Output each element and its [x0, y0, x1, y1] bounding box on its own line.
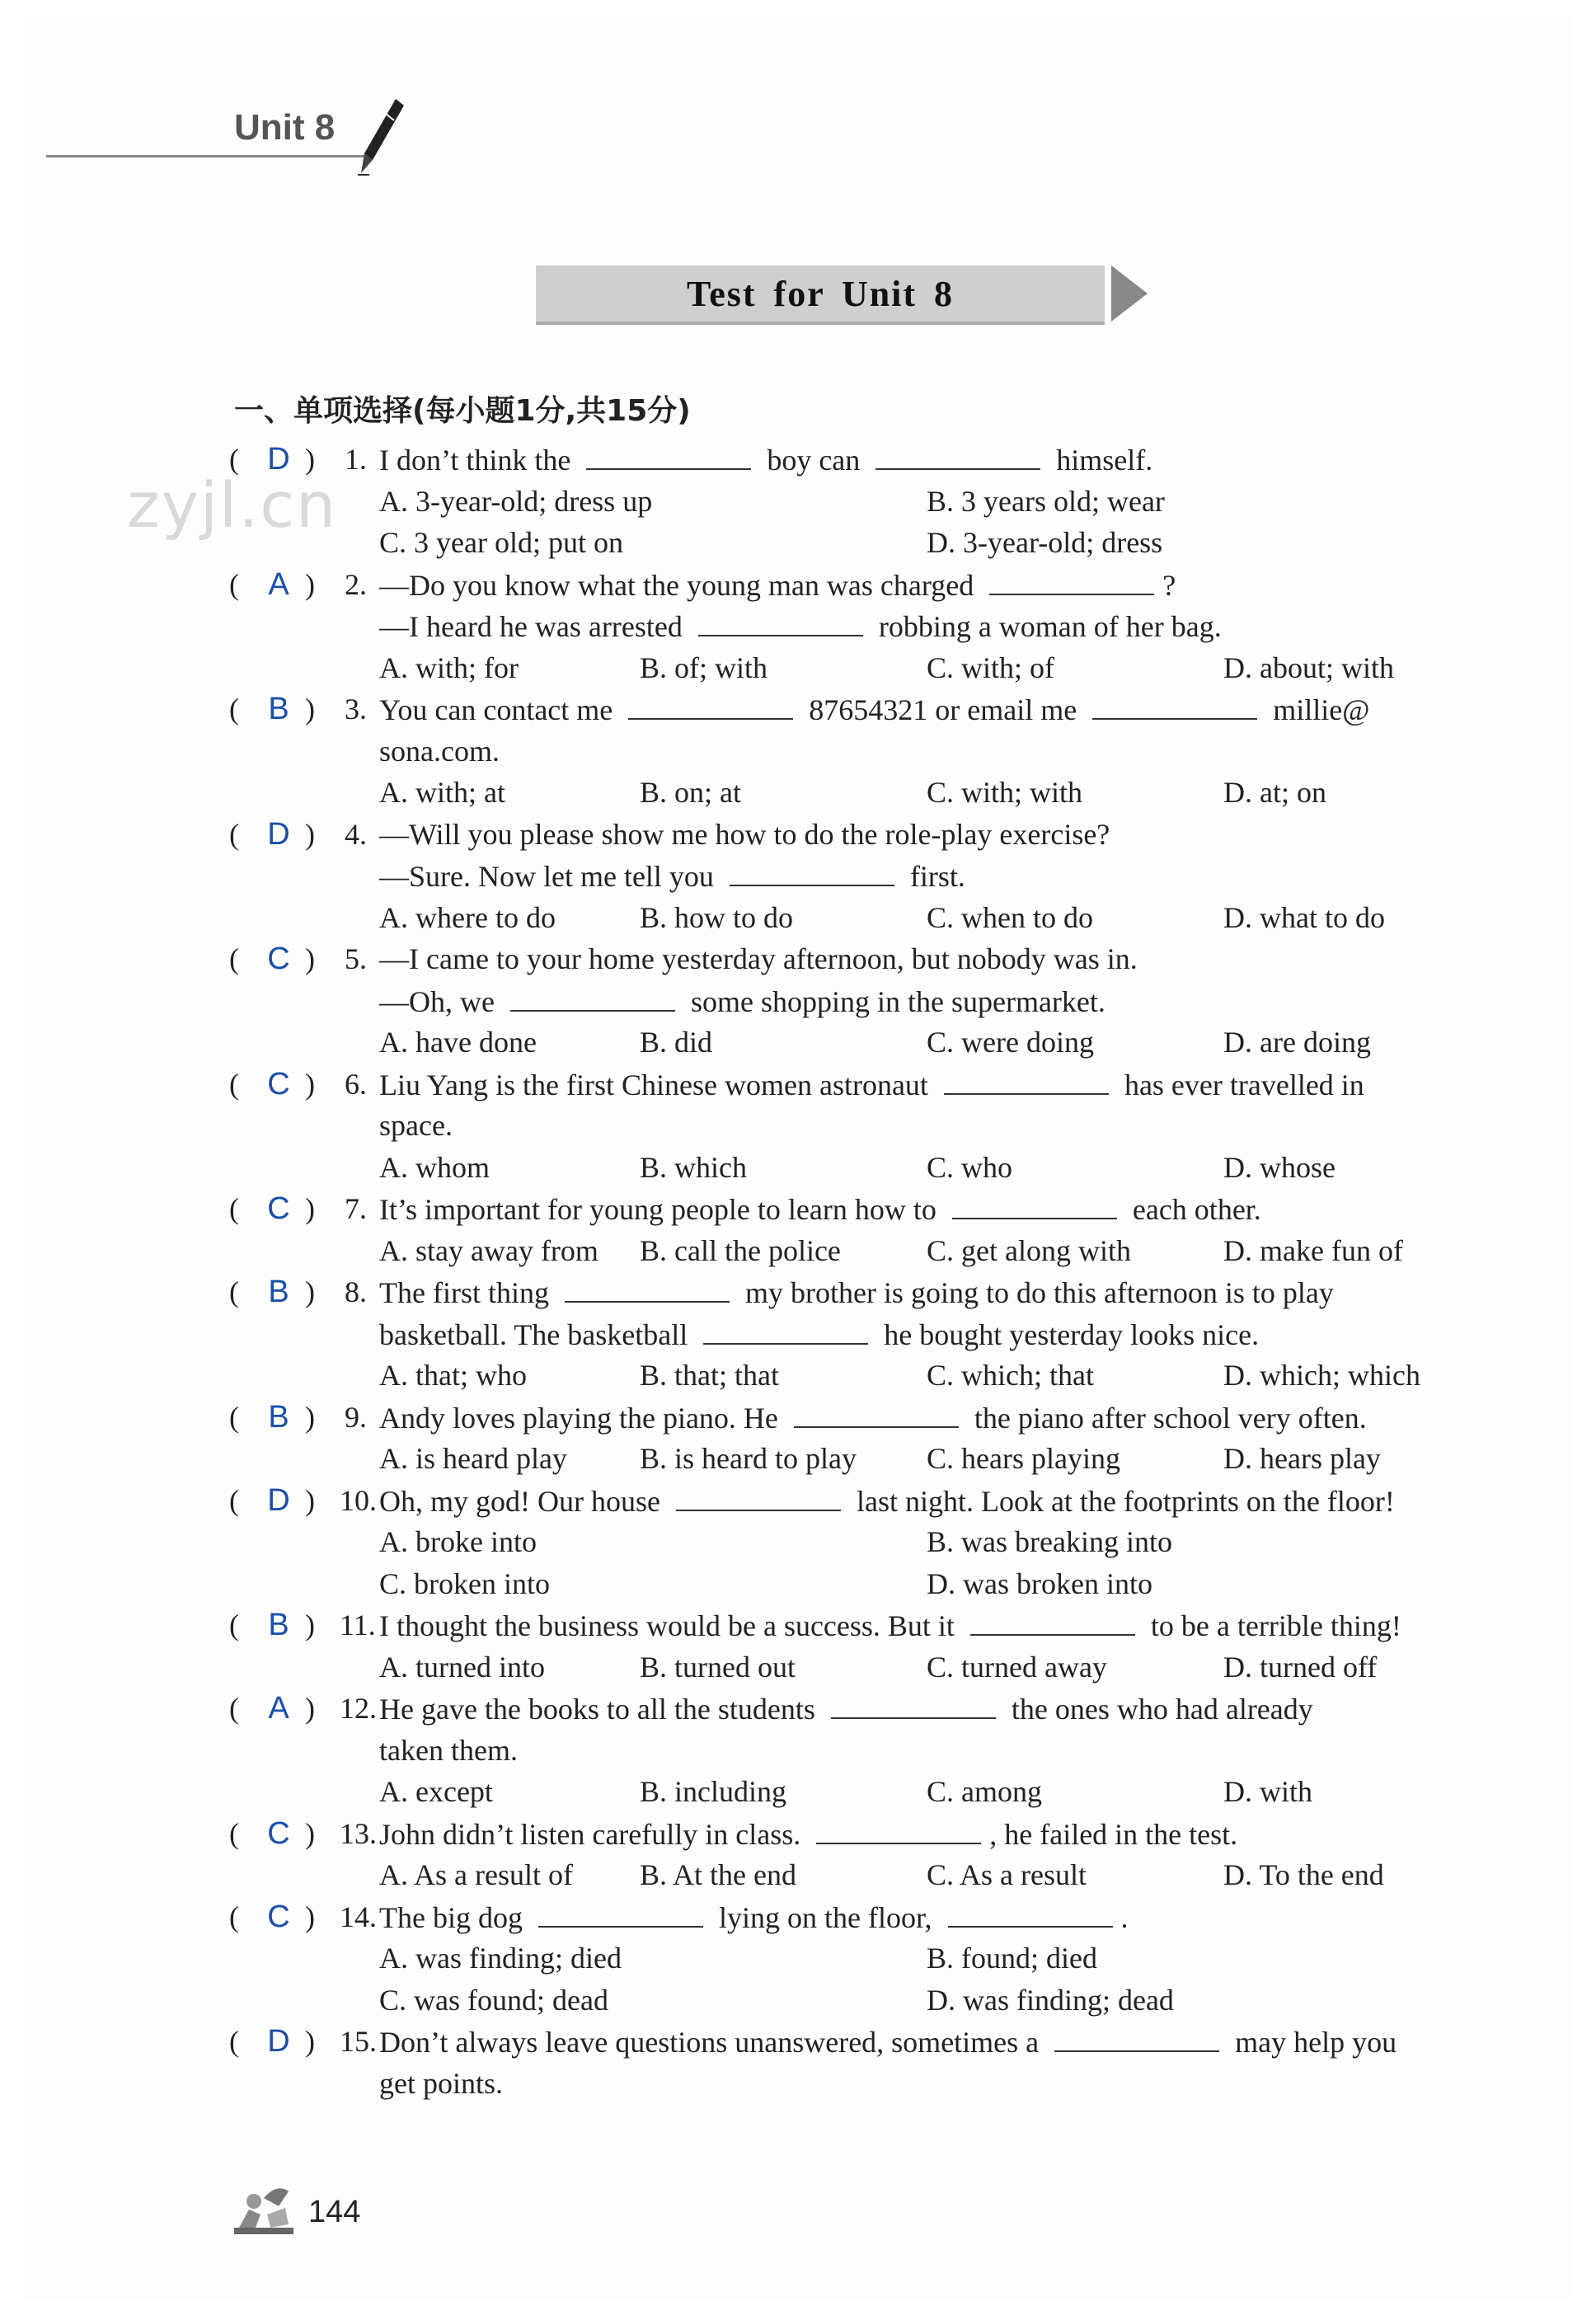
option-a[interactable]: A. where to do: [379, 900, 556, 934]
option-d[interactable]: D. at; on: [1223, 776, 1326, 809]
question-number: 8.: [345, 1275, 367, 1308]
bracket-open: (: [229, 1192, 239, 1225]
option-row: [229, 1147, 1466, 1189]
bracket-close: ): [305, 693, 315, 726]
answer-blank[interactable]: [676, 1480, 841, 1511]
option-b[interactable]: B. including: [640, 1775, 786, 1808]
question-text: basketball. The basketball he bought yesterday looks nice.: [379, 1313, 1259, 1356]
bracket-open: (: [229, 1067, 239, 1101]
bracket-open: (: [229, 1816, 239, 1850]
question-stem-line: [229, 1688, 1466, 1730]
option-d[interactable]: D. whose: [1223, 1150, 1335, 1184]
question-item: [229, 1271, 1466, 1397]
question-text: He gave the books to all the students the ones who had already: [379, 1688, 1313, 1731]
option-row: [229, 1980, 1466, 2022]
question-stem-line: [229, 605, 1466, 647]
answer-letter: D: [267, 1482, 290, 1518]
question-stem-line: [229, 938, 1466, 980]
option-b[interactable]: B. how to do: [640, 900, 794, 934]
question-stem-line: [229, 688, 1466, 730]
answer-letter: D: [267, 442, 290, 477]
question-item: [229, 439, 1466, 564]
option-row: [229, 1646, 1466, 1688]
answer-letter: C: [267, 1899, 290, 1934]
section-heading: 一、单项选择(每小题1分,共15分): [234, 394, 691, 428]
option-a[interactable]: A. stay away from: [379, 1233, 598, 1267]
bracket-close: ): [305, 2025, 315, 2058]
option-a[interactable]: A. with; at: [379, 776, 505, 809]
bracket-close: ): [305, 443, 315, 476]
question-item: [229, 564, 1466, 689]
answer-letter: B: [268, 1608, 289, 1642]
option-row: [229, 1854, 1466, 1896]
bracket-open: (: [229, 1692, 239, 1725]
answer-blank[interactable]: [565, 1271, 730, 1303]
workbook-page: [23, 16, 1571, 2300]
answer-blank[interactable]: [730, 855, 894, 886]
answer-blank[interactable]: [510, 980, 675, 1012]
answer-letter: A: [268, 566, 289, 602]
answer-blank[interactable]: [586, 439, 751, 470]
option-b[interactable]: B. 3 years old; wear: [927, 484, 1165, 518]
bracket-close: ): [305, 1483, 315, 1517]
option-d[interactable]: D. are doing: [1223, 1026, 1371, 1059]
question-number: 11.: [340, 1609, 376, 1641]
question-stem-line: [229, 2021, 1466, 2063]
question-stem-line: [229, 439, 1466, 481]
question-item: [229, 938, 1466, 1064]
question-list: [229, 439, 1466, 2104]
option-b[interactable]: B. was breaking into: [927, 1525, 1172, 1558]
bracket-open: (: [229, 443, 239, 476]
question-text: —Sure. Now let me tell you first.: [379, 855, 965, 898]
bracket-open: (: [229, 693, 239, 726]
bracket-close: ): [305, 567, 315, 601]
question-number: 5.: [345, 942, 367, 975]
bracket-open: (: [229, 817, 239, 851]
question-number: 15.: [340, 2025, 377, 2058]
question-text: space.: [379, 1109, 453, 1142]
question-text: —Do you know what the young man was charged ?: [379, 564, 1176, 607]
option-d[interactable]: D. with: [1223, 1775, 1312, 1808]
answer-letter: B: [268, 692, 289, 726]
option-c[interactable]: C. when to do: [927, 900, 1093, 934]
question-stem-line: [229, 730, 1466, 773]
question-number: 12.: [340, 1692, 377, 1725]
question-stem-line: [229, 1813, 1466, 1855]
question-stem-line: [229, 1730, 1466, 1772]
option-c[interactable]: C. was found; dead: [379, 1983, 608, 2017]
option-c[interactable]: C. As a result: [927, 1858, 1087, 1891]
option-row: [229, 1355, 1466, 1397]
bracket-close: ): [305, 1275, 315, 1308]
question-text: I thought the business would be a success. But it to be a terrible thing!: [379, 1604, 1401, 1647]
option-d[interactable]: D. was broken into: [927, 1566, 1152, 1600]
reading-person-icon: [231, 2173, 297, 2239]
option-d[interactable]: D. 3-year-old; dress: [927, 526, 1163, 559]
option-b[interactable]: B. is heard to play: [640, 1442, 857, 1475]
option-row: [229, 1563, 1466, 1605]
bracket-close: ): [305, 1067, 315, 1101]
bracket-open: (: [229, 1483, 239, 1517]
answer-blank[interactable]: [989, 564, 1154, 595]
answer-letter: D: [267, 816, 290, 852]
bracket-open: (: [229, 1609, 239, 1641]
question-stem-line: [229, 1188, 1466, 1230]
header-rule: [46, 155, 368, 157]
answer-blank[interactable]: [1054, 2021, 1219, 2052]
question-stem-line: [229, 1480, 1466, 1522]
option-b[interactable]: B. of; with: [640, 650, 768, 684]
question-number: 3.: [345, 693, 367, 726]
answer-letter: C: [267, 942, 290, 976]
question-item: [229, 1064, 1466, 1189]
option-c[interactable]: C. broken into: [379, 1566, 550, 1600]
test-title-bar: [536, 265, 1105, 325]
question-item: [229, 2021, 1466, 2104]
question-text: taken them.: [379, 1733, 518, 1767]
question-item: [229, 1896, 1466, 2022]
question-item: [229, 688, 1466, 814]
question-stem-line: [229, 814, 1466, 856]
question-item: [229, 1604, 1466, 1688]
answer-letter: C: [267, 1191, 290, 1226]
question-item: [229, 1188, 1466, 1271]
answer-blank[interactable]: [698, 605, 863, 636]
bracket-close: ): [305, 1900, 315, 1933]
option-d[interactable]: D. hears play: [1223, 1442, 1381, 1475]
question-text: Andy loves playing the piano. He the piano after school very often.: [379, 1397, 1367, 1439]
answer-blank[interactable]: [1092, 688, 1257, 720]
bracket-open: (: [229, 1275, 239, 1308]
option-row: [229, 772, 1466, 814]
option-a[interactable]: A. 3-year-old; dress up: [379, 484, 653, 518]
option-c[interactable]: C. were doing: [927, 1026, 1094, 1059]
option-row: [229, 1021, 1466, 1064]
bracket-close: ): [305, 1192, 315, 1225]
answer-blank[interactable]: [970, 1604, 1135, 1636]
option-c[interactable]: C. which; that: [927, 1359, 1094, 1392]
option-a[interactable]: A. with; for: [379, 650, 519, 684]
option-b[interactable]: B. did: [640, 1026, 713, 1059]
option-row: [229, 647, 1466, 689]
option-c[interactable]: C. 3 year old; put on: [379, 526, 623, 559]
answer-letter: D: [267, 2024, 290, 2059]
answer-blank[interactable]: [948, 1896, 1113, 1928]
option-row: [229, 1438, 1466, 1480]
option-a[interactable]: A. whom: [379, 1150, 490, 1184]
option-a[interactable]: A. As a result of: [379, 1858, 573, 1891]
option-d[interactable]: D. what to do: [1223, 900, 1385, 934]
option-row: [229, 1521, 1466, 1563]
question-stem-line: [229, 1064, 1466, 1106]
question-stem-line: [229, 855, 1466, 897]
bracket-open: (: [229, 1900, 239, 1933]
option-c[interactable]: C. among: [927, 1775, 1042, 1808]
question-item: [229, 1813, 1466, 1896]
question-stem-line: [229, 1271, 1466, 1313]
answer-blank[interactable]: [538, 1896, 703, 1928]
question-number: 10.: [340, 1483, 377, 1517]
option-row: [229, 897, 1466, 939]
option-c[interactable]: C. with; of: [927, 650, 1055, 684]
question-number: 13.: [340, 1816, 377, 1850]
bracket-open: (: [229, 942, 239, 975]
pen-icon: [353, 96, 411, 178]
unit-label: Unit 8: [234, 107, 336, 148]
option-c[interactable]: C. turned away: [927, 1650, 1107, 1684]
option-row: [229, 481, 1466, 523]
bracket-close: ): [305, 1609, 315, 1641]
bracket-close: ): [305, 817, 315, 851]
question-text: get points.: [379, 2066, 503, 2100]
option-a[interactable]: A. that; who: [379, 1359, 527, 1392]
question-stem-line: [229, 2063, 1466, 2105]
question-text: Oh, my god! Our house last night. Look at the footprints on the floor!: [379, 1480, 1395, 1523]
option-row: [229, 522, 1466, 564]
option-b[interactable]: B. call the police: [640, 1233, 841, 1267]
question-text: Don’t always leave questions unanswered, sometimes a may help you: [379, 2021, 1396, 2064]
question-number: 6.: [345, 1067, 367, 1101]
option-d[interactable]: D. was finding; dead: [927, 1983, 1174, 2017]
option-row: [229, 1771, 1466, 1813]
question-stem-line: [229, 564, 1466, 606]
option-d[interactable]: D. about; with: [1223, 650, 1394, 684]
option-a[interactable]: A. except: [379, 1775, 493, 1808]
question-text: —I came to your home yesterday afternoon, but nobody was in.: [379, 942, 1138, 975]
question-text: John didn’t listen carefully in class. , he failed in the test.: [379, 1813, 1237, 1856]
question-stem-line: [229, 1313, 1466, 1355]
answer-letter: C: [267, 1066, 290, 1101]
watermark-text: zyjl.cn: [127, 468, 338, 542]
question-number: 14.: [340, 1900, 377, 1933]
question-stem-line: [229, 1604, 1466, 1646]
question-item: [229, 1480, 1466, 1605]
option-a[interactable]: A. was finding; died: [379, 1942, 622, 1975]
question-number: 9.: [345, 1400, 367, 1434]
bracket-close: ): [305, 1692, 315, 1725]
question-number: 4.: [345, 817, 367, 851]
question-text: —Will you please show me how to do the role-play exercise?: [379, 817, 1110, 851]
option-c[interactable]: C. get along with: [927, 1233, 1131, 1267]
question-item: [229, 814, 1466, 939]
answer-letter: B: [268, 1275, 289, 1309]
question-text: The big dog lying on the floor, .: [379, 1896, 1129, 1939]
option-d[interactable]: D. which; which: [1223, 1359, 1420, 1392]
option-a[interactable]: A. broke into: [379, 1525, 537, 1558]
question-text: You can contact me 87654321 or email me millie@: [379, 688, 1369, 731]
question-text: The first thing my brother is going to do this afternoon is to play: [379, 1271, 1334, 1314]
option-row: [229, 1937, 1466, 1980]
option-c[interactable]: C. who: [927, 1150, 1013, 1184]
option-row: [229, 1230, 1466, 1272]
answer-letter: A: [268, 1691, 289, 1726]
option-b[interactable]: B. found; died: [927, 1942, 1097, 1975]
option-b[interactable]: B. which: [640, 1150, 747, 1184]
question-text: —Oh, we some shopping in the supermarket.: [379, 980, 1105, 1023]
option-d[interactable]: D. make fun of: [1223, 1233, 1403, 1267]
option-b[interactable]: B. turned out: [640, 1650, 796, 1684]
bracket-open: (: [229, 1400, 239, 1434]
option-c[interactable]: C. hears playing: [927, 1442, 1120, 1475]
page-number: 144: [308, 2195, 361, 2229]
answer-blank[interactable]: [816, 1813, 981, 1844]
answer-blank[interactable]: [794, 1397, 959, 1428]
bracket-close: ): [305, 1400, 315, 1434]
option-b[interactable]: B. At the end: [640, 1858, 796, 1891]
answer-letter: B: [268, 1399, 289, 1435]
question-stem-line: [229, 1397, 1466, 1439]
question-stem-line: [229, 980, 1466, 1022]
answer-blank[interactable]: [628, 688, 793, 720]
answer-blank[interactable]: [703, 1313, 868, 1345]
bracket-close: ): [305, 942, 315, 975]
question-text: —I heard he was arrested robbing a woman of her bag.: [379, 605, 1222, 648]
question-text: I don’t think the boy can himself.: [379, 439, 1152, 481]
question-stem-line: [229, 1105, 1466, 1147]
question-number: 2.: [345, 567, 367, 601]
option-d[interactable]: D. turned off: [1223, 1650, 1378, 1684]
answer-blank[interactable]: [952, 1188, 1117, 1219]
title-arrow-icon: [1111, 265, 1148, 322]
question-number: 1.: [345, 443, 367, 476]
question-text: It’s important for young people to learn how to each other.: [379, 1188, 1261, 1231]
question-stem-line: [229, 1896, 1466, 1938]
option-a[interactable]: A. have done: [379, 1026, 537, 1059]
answer-blank[interactable]: [875, 439, 1040, 470]
bracket-open: (: [229, 567, 239, 601]
bracket-open: (: [229, 2025, 239, 2058]
test-title: Test for Unit 8: [686, 273, 955, 314]
option-c[interactable]: C. with; with: [927, 776, 1083, 809]
bracket-close: ): [305, 1816, 315, 1850]
answer-letter: C: [267, 1815, 290, 1851]
question-item: [229, 1397, 1466, 1480]
question-text: Liu Yang is the first Chinese women astronaut has ever travelled in: [379, 1064, 1364, 1106]
answer-blank[interactable]: [831, 1688, 996, 1719]
option-b[interactable]: B. that; that: [640, 1359, 779, 1392]
question-item: [229, 1688, 1466, 1813]
option-a[interactable]: A. turned into: [379, 1650, 545, 1684]
option-b[interactable]: B. on; at: [640, 776, 741, 809]
option-a[interactable]: A. is heard play: [379, 1442, 567, 1475]
question-number: 7.: [345, 1192, 367, 1225]
option-d[interactable]: D. To the end: [1223, 1858, 1384, 1891]
question-text: sona.com.: [379, 734, 500, 768]
answer-blank[interactable]: [944, 1064, 1109, 1095]
